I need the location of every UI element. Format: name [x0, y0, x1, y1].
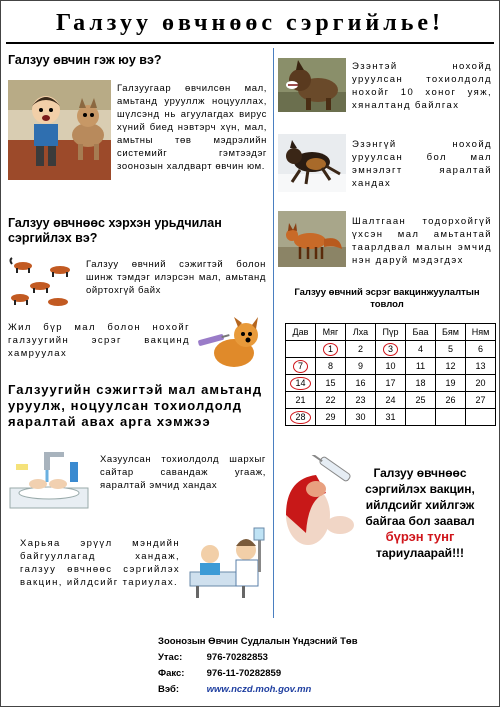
calendar-day-cell: 25: [406, 392, 436, 409]
right-text-1: Эзэнтэй нохойд уруулсан тохиолдолд нохойг 10 хоног уяж, хяналтанд байлгах: [352, 61, 492, 111]
dog-vaccine-illustration: [196, 315, 268, 371]
calendar-day-cell: [436, 409, 466, 426]
calendar-day-cell: 26: [436, 392, 466, 409]
title-underline: [6, 42, 494, 44]
promo-line-5: тариулаарай!!!: [375, 546, 465, 560]
calendar-header-cell: Бям: [436, 324, 466, 341]
vaccination-calendar: [285, 323, 496, 426]
calendar-row: [286, 358, 496, 375]
prevent-heading: Галзуу өвчнөөс хэрхэн урьдчилан сэргийлэх вэ?: [8, 216, 222, 245]
column-divider: [273, 48, 274, 618]
calendar-header-cell: Баа: [406, 324, 436, 341]
calendar-day-cell: 8: [316, 358, 346, 375]
calendar-day-cell: 6: [466, 341, 496, 358]
calendar-header-cell: Мяг: [316, 324, 346, 341]
calendar-day-cell: [316, 341, 346, 358]
calendar-day-cell: 30: [346, 409, 376, 426]
vaccination-day-marker: 3: [383, 343, 398, 356]
vaccination-day-marker: 1: [323, 343, 338, 356]
calendar-day-cell: [376, 341, 406, 358]
calendar-day-cell: 9: [346, 358, 376, 375]
calendar-day-cell: 20: [466, 375, 496, 392]
calendar-day-cell: 18: [406, 375, 436, 392]
calendar-day-cell: 31: [376, 409, 406, 426]
wild-animals-illustration: [8, 256, 78, 311]
fox-photo: [278, 211, 346, 267]
phone-row: [158, 650, 358, 666]
web-label: Вэб:: [158, 684, 180, 695]
calendar-day-cell: [286, 375, 316, 392]
phone-number: 976-70282853: [206, 652, 268, 663]
running-dog-photo: [278, 134, 346, 192]
phone-label: Утас:: [158, 652, 183, 663]
promo-full-dose: бүрэн тунг: [385, 529, 455, 544]
calendar-day-cell: 27: [466, 392, 496, 409]
right-text-2: Эзэнгүй нохойд уруулсан бол мал эмнэлэгт яаралтай хандах: [352, 139, 492, 189]
calendar-header-cell: Ням: [466, 324, 496, 341]
measures-heading: Галзуугийн сэжигтэй мал амьтанд уруулж, ноцуулсан тохиолдолд яаралтай авах арга хэмжээ: [8, 382, 263, 429]
promo-line-4: байгаа бол заавал: [365, 514, 475, 528]
what-is-heading: Галзуу өвчин гэж юу вэ?: [8, 53, 162, 67]
calendar-day-cell: [466, 409, 496, 426]
angry-dog-photo: [278, 58, 346, 112]
measures-text-1: Хазуулсан тохиолдолд шархыг сайтар савандаж угааж, яаралтай эмчид хандах: [100, 454, 266, 491]
right-text-3: Шалтгаан тодорхойгүй үхсэн мал амьтантай таарлдвал малын эмчид нэн даруй мэдэгдэх: [352, 216, 492, 266]
fax-row: [158, 666, 358, 682]
calendar-day-cell: 29: [316, 409, 346, 426]
calendar-day-cell: [286, 409, 316, 426]
fax-label: Факс:: [158, 668, 185, 679]
promo-line-1: Галзуу өвчнөөс: [373, 466, 467, 480]
promo-line-2: сэргийлэх вакцин,: [365, 482, 475, 496]
boy-dog-illustration: [8, 80, 111, 180]
calendar-day-cell: 13: [466, 358, 496, 375]
calendar-day-cell: 2: [346, 341, 376, 358]
vaccination-day-marker: 7: [293, 360, 308, 373]
vaccine-reminder: [355, 465, 485, 561]
what-is-text: Галзуугаар өвчилсөн мал, амьтанд урууллж ноцууллах, шүлсэнд нь агуулагдах вирус хүний биед нэвтэрч хүн, мал, амьтны төв мэдрэлийн системийг гэмтээдэг зоонозын халдварт өвчин юм.: [117, 83, 267, 172]
calendar-day-cell: 19: [436, 375, 466, 392]
vaccination-day-marker: 28: [290, 411, 310, 424]
calendar-day-cell: 12: [436, 358, 466, 375]
calendar-row: [286, 392, 496, 409]
calendar-day-cell: 21: [286, 392, 316, 409]
calendar-row: [286, 375, 496, 392]
page-title: Галзуу өвчнөөс сэргийлье!: [55, 10, 445, 36]
calendar-day-cell: [406, 409, 436, 426]
calendar-day-cell: 11: [406, 358, 436, 375]
prevent-text-1: Галзуу өвчний сэжигтэй болон шинж тэмдэг илэрсэн мал, амьтанд ойртохгүй байх: [86, 259, 266, 296]
calendar-day-cell: 22: [316, 392, 346, 409]
measures-text-2: Харьяа эрүүл мэндийн байгууллагад хандаж, галзуу өвчнөөс сэргийлэх вакцин, ийлдсийг тариулах.: [20, 538, 180, 588]
web-row: [158, 682, 358, 698]
promo-line-3: ийлдсийг хийлгэж: [365, 498, 475, 512]
calendar-header-cell: Лха: [346, 324, 376, 341]
fax-number: 976-11-70282859: [206, 668, 282, 679]
calendar-day-cell: 15: [316, 375, 346, 392]
org-name: Зоонозын Өвчин Судлалын Үндэсний Төв: [158, 636, 358, 647]
calendar-day-cell: 10: [376, 358, 406, 375]
calendar-day-cell: 24: [376, 392, 406, 409]
vaccine-syringe-illustration: [278, 455, 358, 565]
calendar-day-cell: [286, 341, 316, 358]
website-link[interactable]: www.nczd.moh.gov.mn: [206, 684, 312, 695]
vaccination-day-marker: 14: [290, 377, 310, 390]
calendar-row: [286, 409, 496, 426]
hand-washing-illustration: [8, 448, 90, 510]
calendar-day-cell: 5: [436, 341, 466, 358]
calendar-header-cell: Пүр: [376, 324, 406, 341]
calendar-day-cell: 17: [376, 375, 406, 392]
calendar-day-cell: [286, 358, 316, 375]
calendar-day-cell: 4: [406, 341, 436, 358]
calendar-header-cell: Дав: [286, 324, 316, 341]
contact-footer: [158, 634, 358, 698]
calendar-day-cell: 16: [346, 375, 376, 392]
calendar-day-cell: 23: [346, 392, 376, 409]
calendar-title: Галзуу өвчний эсрэг вакцинжуулалтын товлол: [294, 287, 480, 310]
prevent-text-2: Жил бүр мал болон нохойг галзуугийн эсрэг вакцинд хамруулах: [8, 322, 190, 359]
doctors-illustration: [186, 524, 272, 602]
calendar-row: [286, 341, 496, 358]
